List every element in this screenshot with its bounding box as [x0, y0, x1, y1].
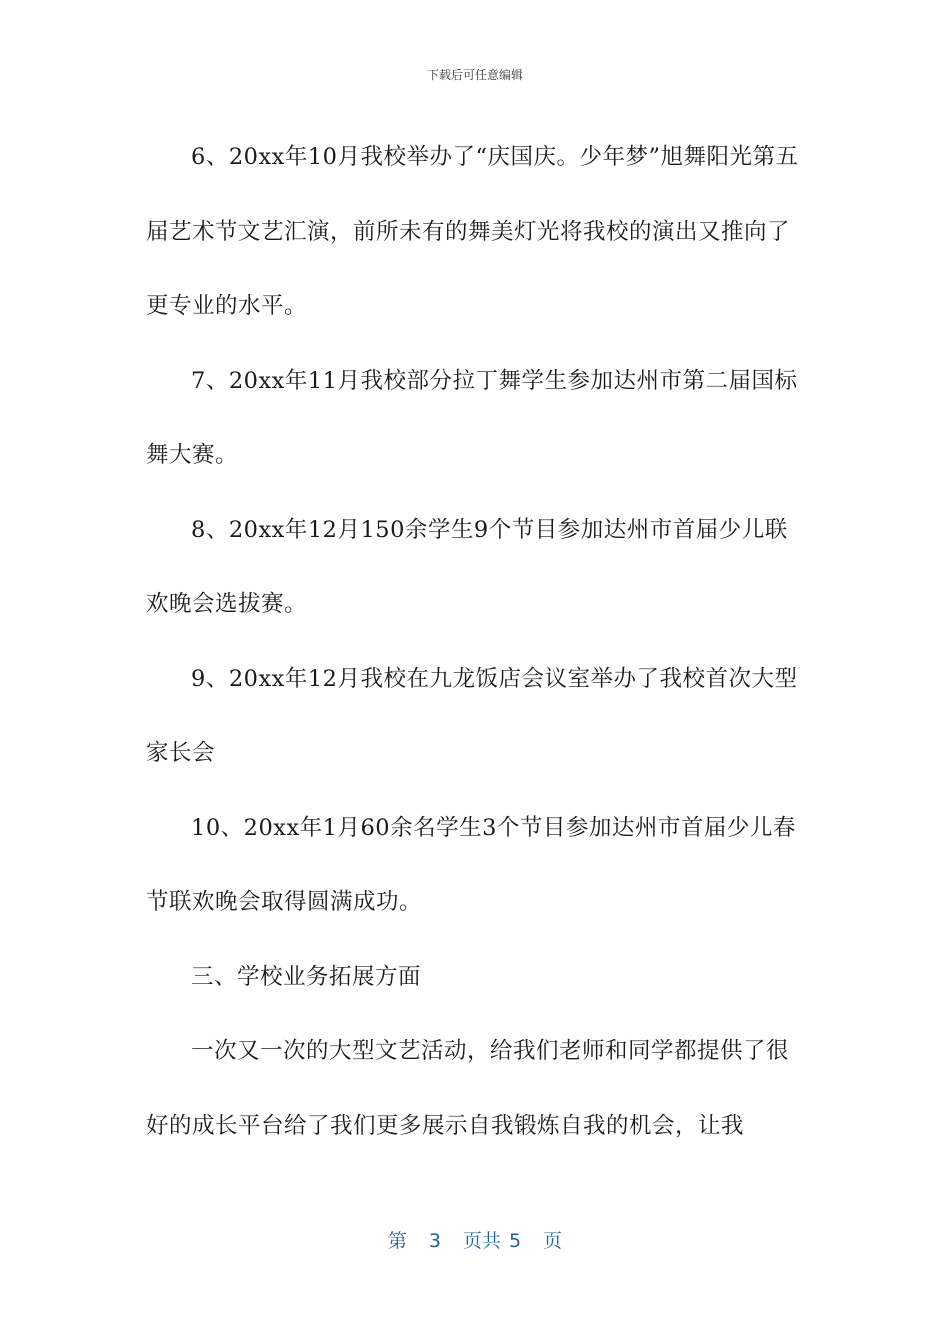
- paragraph-body: 一次又一次的大型文艺活动，给我们老师和同学都提供了很好的成长平台给了我们更多展示自我锻炼自我的机会，让我: [146, 1038, 790, 1139]
- section-heading: 三、学校业务拓展方面: [191, 963, 422, 990]
- page-footer: [0, 1226, 950, 1253]
- document-body: [146, 120, 806, 1163]
- footer-total-pages: 5: [509, 1230, 522, 1252]
- paragraph-item-10: 10、20xx年1月60余名学生3个节目参加达州市首届少儿春节联欢晚会取得圆满成功。: [146, 814, 796, 915]
- footer-middle: 页共: [462, 1230, 501, 1252]
- footer-prefix: 第: [387, 1230, 407, 1252]
- footer-suffix: 页: [543, 1230, 563, 1252]
- header-note: 下载后可任意编辑: [426, 68, 523, 82]
- paragraph-item-7: 7、20xx年11月我校部分拉丁舞学生参加达州市第二届国标舞大赛。: [146, 367, 798, 468]
- paragraph-item-8: 8、20xx年12月150余学生9个节目参加达州市首届少儿联欢晚会选拔赛。: [146, 516, 788, 617]
- paragraph-item-9: 9、20xx年12月我校在九龙饭店会议室举办了我校首次大型家长会: [146, 665, 798, 766]
- paragraph-item-6: 6、20xx年10月我校举办了“庆国庆。少年梦”旭舞阳光第五届艺术节文艺汇演，前所未有的舞美灯光将我校的演出又推向了更专业的水平。: [146, 144, 799, 319]
- footer-current-page: 3: [428, 1230, 441, 1252]
